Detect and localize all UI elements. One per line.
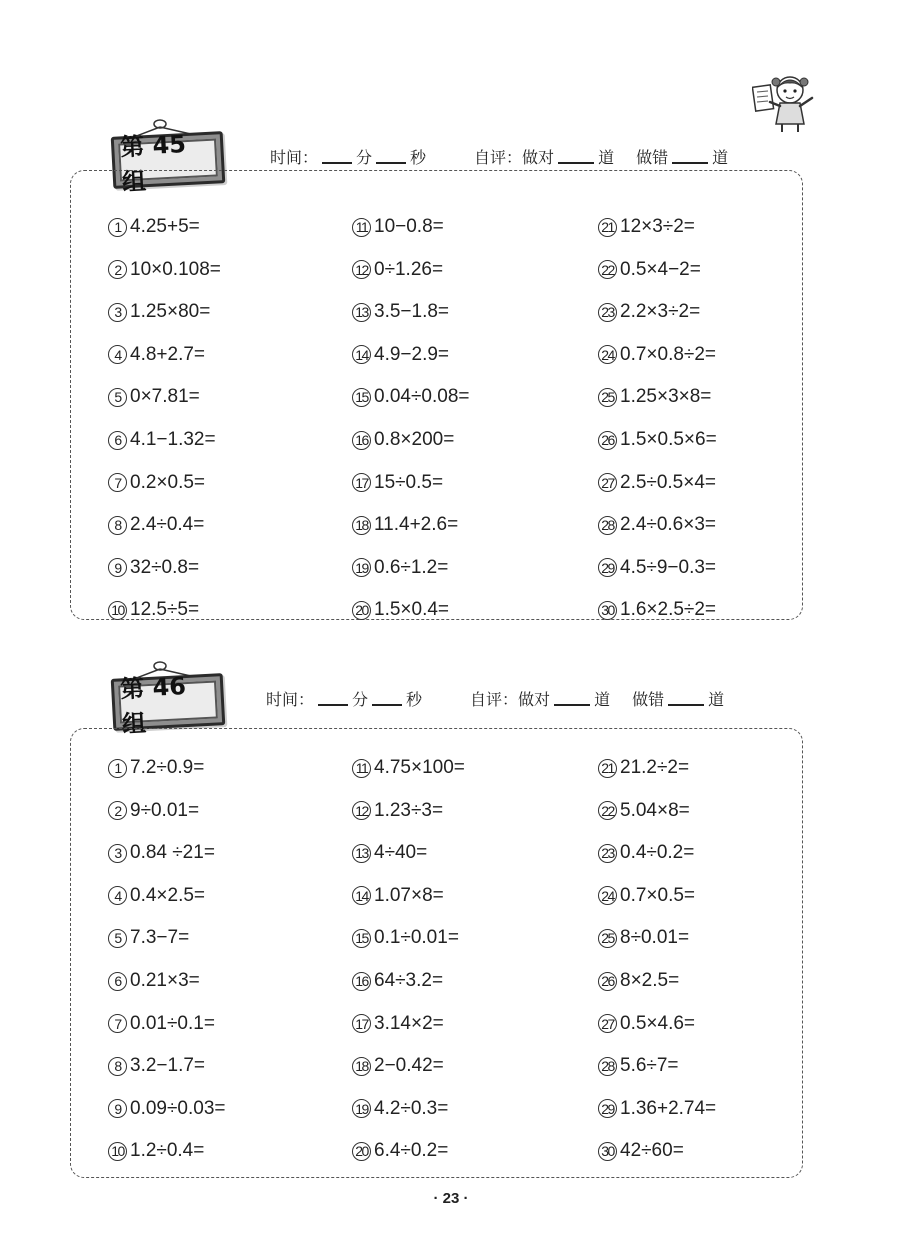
wrong-label: 做错 — [636, 147, 669, 167]
problem-expression: 0.4×2.5= — [130, 884, 206, 906]
problem-item — [598, 213, 695, 241]
problem-expression: 0.04÷0.08= — [374, 386, 470, 408]
problem-expression: 15÷0.5= — [374, 471, 444, 493]
problem-item — [108, 298, 210, 326]
problem-item — [108, 1010, 215, 1038]
correct-count-blank[interactable] — [554, 690, 590, 706]
seconds-blank[interactable] — [372, 690, 402, 706]
wrong-unit: 道 — [712, 147, 729, 167]
problem-number: 13 — [352, 303, 371, 322]
problem-number: 3 — [108, 303, 127, 322]
problem-number: 4 — [108, 886, 127, 905]
problem-expression: 0.6÷1.2= — [374, 556, 449, 578]
problem-number: 12 — [352, 260, 371, 279]
problem-expression: 8×2.5= — [620, 970, 680, 991]
problem-item — [108, 882, 205, 910]
problem-expression: 1.2÷0.4= — [130, 1140, 205, 1162]
problem-item — [352, 298, 449, 326]
problem-item — [598, 797, 690, 825]
mascot-girl-icon — [752, 72, 818, 134]
self-eval-label: 自评：做对 — [474, 147, 555, 167]
problem-number: 28 — [598, 1057, 617, 1076]
problem-expression: 4.9−2.9= — [374, 343, 450, 365]
problem-item — [352, 256, 443, 284]
minutes-blank[interactable] — [322, 148, 352, 164]
problem-expression: 2.2×3÷2= — [620, 301, 701, 323]
problem-item — [352, 1095, 448, 1123]
problem-item — [598, 256, 701, 284]
problem-item — [352, 469, 443, 497]
problem-number: 25 — [598, 388, 617, 407]
problem-number: 1 — [108, 759, 127, 778]
problem-number: 8 — [108, 1057, 127, 1076]
problem-item — [108, 341, 205, 369]
problem-item — [598, 1095, 716, 1123]
problem-number: 21 — [598, 759, 617, 778]
problem-item — [108, 256, 221, 284]
problem-expression: 4.5÷9−0.3= — [620, 556, 717, 578]
problem-number: 15 — [352, 388, 371, 407]
problem-number: 15 — [352, 929, 371, 948]
problem-item — [598, 469, 716, 497]
problem-number: 17 — [352, 1014, 371, 1033]
problem-number: 20 — [352, 1142, 371, 1161]
problem-item — [598, 924, 689, 952]
problem-item — [108, 554, 199, 582]
problem-item — [352, 754, 465, 782]
problem-item — [108, 383, 200, 411]
problem-number: 12 — [352, 801, 371, 820]
problem-number: 2 — [108, 260, 127, 279]
problem-number: 14 — [352, 345, 371, 364]
problem-expression: 21.2÷2= — [620, 757, 690, 778]
problem-item — [598, 839, 694, 867]
problem-number: 27 — [598, 473, 617, 492]
problem-number: 6 — [108, 972, 127, 991]
problem-expression: 2−0.42= — [374, 1055, 444, 1077]
problem-number: 7 — [108, 1014, 127, 1033]
problem-number: 2 — [108, 801, 127, 820]
problem-item — [108, 511, 204, 539]
group-title: 第 45 组 — [118, 138, 218, 181]
problem-number: 7 — [108, 473, 127, 492]
problem-number: 26 — [598, 431, 617, 450]
problem-number: 29 — [598, 1099, 617, 1118]
problem-expression: 9÷0.01= — [130, 799, 200, 821]
problem-expression: 10×0.108= — [130, 258, 221, 280]
problem-expression: 1.5×0.4= — [374, 599, 450, 621]
problem-item — [598, 383, 711, 411]
problem-item — [352, 1010, 444, 1038]
problem-expression: 4.1−1.32= — [130, 429, 216, 450]
problem-expression: 3.14×2= — [374, 1012, 444, 1034]
second-unit: 秒 — [406, 689, 423, 709]
problem-item — [108, 967, 200, 995]
problem-item — [108, 754, 204, 782]
problem-expression: 7.3−7= — [130, 927, 190, 949]
problem-expression: 0.7×0.8÷2= — [620, 343, 717, 365]
problem-item — [598, 511, 716, 539]
problem-expression: 0.1÷0.01= — [374, 927, 459, 949]
problem-item — [598, 882, 695, 910]
problem-item — [108, 1052, 205, 1080]
problem-item — [598, 1052, 679, 1080]
problem-number: 18 — [352, 1057, 371, 1076]
problem-expression: 3.5−1.8= — [374, 301, 450, 323]
problem-number: 23 — [598, 844, 617, 863]
problem-item — [108, 213, 200, 241]
problem-expression: 10−0.8= — [374, 216, 444, 237]
problem-item — [352, 426, 454, 454]
problem-expression: 0.2×0.5= — [130, 471, 206, 493]
problem-item — [598, 298, 700, 326]
problem-expression: 42÷60= — [620, 1140, 684, 1162]
problem-expression: 1.25×3×8= — [620, 386, 712, 408]
problem-number: 8 — [108, 516, 127, 535]
correct-unit: 道 — [594, 689, 611, 709]
problem-number: 25 — [598, 929, 617, 948]
problem-number: 14 — [352, 886, 371, 905]
problem-number: 22 — [598, 260, 617, 279]
second-unit: 秒 — [410, 147, 427, 167]
problem-item — [598, 1010, 695, 1038]
problem-expression: 2.4÷0.4= — [130, 514, 205, 536]
problem-number: 21 — [598, 218, 617, 237]
problem-expression: 0.21×3= — [130, 970, 200, 991]
problem-number: 22 — [598, 801, 617, 820]
problem-item — [352, 1052, 444, 1080]
problem-expression: 1.23÷3= — [374, 799, 444, 821]
problem-expression: 64÷3.2= — [374, 970, 444, 991]
problem-number: 20 — [352, 601, 371, 620]
problem-item — [352, 554, 448, 582]
problem-item — [108, 426, 216, 454]
problem-expression: 0.5×4−2= — [620, 258, 701, 280]
problem-item — [598, 426, 717, 454]
problem-expression: 0.4÷0.2= — [620, 842, 695, 864]
problem-number: 16 — [352, 431, 371, 450]
problem-expression: 5.04×8= — [620, 799, 690, 821]
problem-expression: 1.6×2.5÷2= — [620, 599, 717, 621]
wrong-count-blank[interactable] — [672, 148, 708, 164]
problem-expression: 5.6÷7= — [620, 1055, 679, 1077]
wrong-count-blank[interactable] — [668, 690, 704, 706]
problem-number: 4 — [108, 345, 127, 364]
problem-expression: 8÷0.01= — [620, 927, 690, 949]
problem-expression: 0.84 ÷21= — [130, 842, 215, 864]
problem-expression: 0.09÷0.03= — [130, 1097, 226, 1119]
problem-number: 3 — [108, 844, 127, 863]
problem-item — [108, 924, 189, 952]
group-title: 第 46 组 — [118, 680, 218, 723]
timing-header — [270, 144, 728, 168]
problem-expression: 0.7×0.5= — [620, 884, 696, 906]
problem-expression: 32÷0.8= — [130, 556, 200, 578]
self-eval-label: 自评：做对 — [470, 689, 551, 709]
problem-expression: 2.4÷0.6×3= — [620, 514, 717, 536]
problem-expression: 2.5÷0.5×4= — [620, 471, 717, 493]
group-badge-frame — [111, 672, 226, 739]
problem-number: 10 — [108, 601, 127, 620]
page-number: · 23 · — [433, 1190, 469, 1207]
problem-number: 13 — [352, 844, 371, 863]
time-label: 时间： — [270, 147, 319, 167]
problem-number: 30 — [598, 1142, 617, 1161]
problem-item — [352, 596, 449, 624]
wrong-label: 做错 — [632, 689, 665, 709]
problem-number: 24 — [598, 886, 617, 905]
problem-expression: 0×7.81= — [130, 386, 200, 408]
problem-item — [598, 754, 689, 782]
problem-number: 6 — [108, 431, 127, 450]
problem-item — [352, 924, 459, 952]
problem-item — [352, 383, 469, 411]
problem-number: 18 — [352, 516, 371, 535]
problem-expression: 0.01÷0.1= — [130, 1012, 215, 1034]
problem-expression: 7.2÷0.9= — [130, 757, 205, 778]
seconds-blank[interactable] — [376, 148, 406, 164]
problem-expression: 4.25+5= — [130, 216, 200, 237]
problem-expression: 11.4+2.6= — [374, 514, 459, 536]
problem-number: 19 — [352, 558, 371, 577]
problem-item — [352, 511, 458, 539]
problem-item — [352, 341, 449, 369]
problem-number: 30 — [598, 601, 617, 620]
problem-item — [352, 967, 443, 995]
problem-item — [352, 213, 444, 241]
problem-number: 9 — [108, 1099, 127, 1118]
group-badge — [108, 660, 226, 739]
problem-item — [598, 341, 716, 369]
problem-expression: 3.2−1.7= — [130, 1055, 206, 1077]
problem-number: 5 — [108, 388, 127, 407]
problem-number: 24 — [598, 345, 617, 364]
problem-number: 26 — [598, 972, 617, 991]
wrong-unit: 道 — [708, 689, 725, 709]
problem-item — [352, 839, 427, 867]
problem-expression: 4.8+2.7= — [130, 343, 206, 365]
problem-item — [108, 1137, 204, 1165]
problem-number: 11 — [352, 218, 371, 237]
problem-expression: 0÷1.26= — [374, 258, 444, 280]
problem-expression: 4.75×100= — [374, 757, 465, 778]
problem-expression: 1.36+2.74= — [620, 1097, 717, 1119]
problem-number: 17 — [352, 473, 371, 492]
problem-expression: 4.2÷0.3= — [374, 1097, 449, 1119]
problem-item — [598, 967, 679, 995]
problem-number: 9 — [108, 558, 127, 577]
problem-expression: 1.5×0.5×6= — [620, 429, 717, 450]
problem-expression: 0.8×200= — [374, 429, 455, 450]
problem-item — [598, 1137, 684, 1165]
problem-number: 11 — [352, 759, 371, 778]
correct-unit: 道 — [598, 147, 615, 167]
problem-expression: 0.5×4.6= — [620, 1012, 696, 1034]
problem-item — [108, 797, 199, 825]
minute-unit: 分 — [352, 689, 369, 709]
problem-expression: 1.07×8= — [374, 884, 444, 906]
problem-number: 5 — [108, 929, 127, 948]
problem-item — [108, 469, 205, 497]
minute-unit: 分 — [356, 147, 373, 167]
problem-item — [108, 596, 199, 624]
time-label: 时间： — [266, 689, 315, 709]
timing-header — [266, 686, 724, 710]
problem-item — [352, 1137, 448, 1165]
correct-count-blank[interactable] — [558, 148, 594, 164]
problem-expression: 12.5÷5= — [130, 599, 200, 621]
problem-expression: 4÷40= — [374, 842, 428, 864]
problem-item — [352, 797, 443, 825]
problem-number: 1 — [108, 218, 127, 237]
problem-item — [108, 1095, 225, 1123]
problem-expression: 1.25×80= — [130, 301, 211, 323]
problem-expression: 6.4÷0.2= — [374, 1140, 449, 1162]
problem-number: 16 — [352, 972, 371, 991]
problem-number: 29 — [598, 558, 617, 577]
problem-item — [598, 554, 716, 582]
problem-item — [598, 596, 716, 624]
problem-number: 23 — [598, 303, 617, 322]
problem-number: 28 — [598, 516, 617, 535]
problem-item — [352, 882, 444, 910]
problem-number: 27 — [598, 1014, 617, 1033]
minutes-blank[interactable] — [318, 690, 348, 706]
problem-expression: 12×3÷2= — [620, 216, 695, 237]
problem-number: 19 — [352, 1099, 371, 1118]
problem-number: 10 — [108, 1142, 127, 1161]
problem-item — [108, 839, 215, 867]
